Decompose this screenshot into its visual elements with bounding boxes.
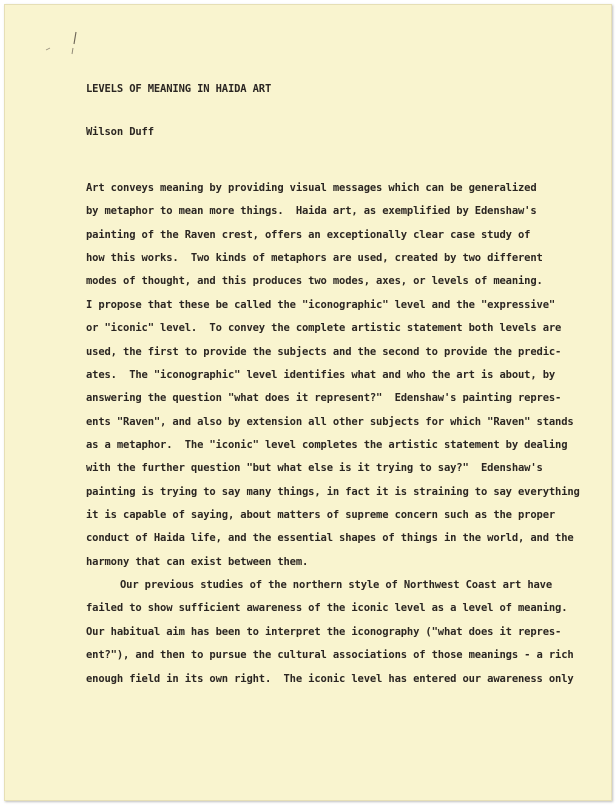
text-line: by metaphor to mean more things. Haida art, as exemplified by Edenshaw's	[86, 205, 537, 218]
text-line: ent?"), and then to pursue the cultural associations of those meanings - a rich	[86, 649, 574, 662]
text-line: with the further question "but what else is it trying to say?" Edenshaw's	[86, 462, 543, 475]
text-line: or "iconic" level. To convey the complete artistic statement both levels are	[86, 322, 562, 335]
text-line: Our previous studies of the northern style of Northwest Coast art have	[120, 579, 553, 592]
text-line: painting of the Raven crest, offers an exceptionally clear case study of	[86, 228, 531, 241]
text-line: it is capable of saying, about matters of supreme concern such as the proper	[86, 509, 556, 522]
text-line: enough field in its own right. The iconic level has entered our awareness only	[86, 672, 574, 685]
text-line: conduct of Haida life, and the essential shapes of things in the world, and the	[86, 532, 574, 545]
text-line: answering the question "what does it represent?" Edenshaw's painting repres-	[86, 392, 562, 405]
document-title: LEVELS OF MEANING IN HAIDA ART	[86, 83, 272, 95]
document-author: Wilson Duff	[86, 126, 154, 138]
paragraph-2	[86, 578, 580, 695]
text-line: how this works. Two kinds of metaphors are used, created by two different	[86, 252, 543, 265]
text-line: failed to show sufficient awareness of the iconic level as a level of meaning.	[86, 602, 568, 615]
paragraph-1	[86, 181, 580, 578]
text-line: modes of thought, and this produces two modes, axes, or levels of meaning.	[86, 275, 543, 288]
body-text	[86, 181, 580, 695]
text-line: Art conveys meaning by providing visual messages which can be generalized	[86, 182, 537, 194]
text-line: I propose that these be called the "iconographic" level and the "expressive"	[86, 298, 556, 311]
text-line: painting is trying to say many things, in fact it is straining to say everything	[86, 485, 580, 498]
text-line: harmony that can exist between them.	[86, 555, 309, 568]
text-line: used, the first to provide the subjects and the second to provide the predic-	[86, 345, 562, 358]
text-line: Our habitual aim has been to interpret the iconography ("what does it repres-	[86, 625, 562, 638]
text-line: ates. The "iconographic" level identifies what and who the art is about, by	[86, 368, 556, 381]
text-line: ents "Raven", and also by extension all other subjects for which "Raven" stands	[86, 415, 574, 428]
text-line: as a metaphor. The "iconic" level completes the artistic statement by dealing	[86, 438, 568, 451]
document-page	[4, 4, 612, 801]
pencil-mark	[42, 30, 92, 58]
